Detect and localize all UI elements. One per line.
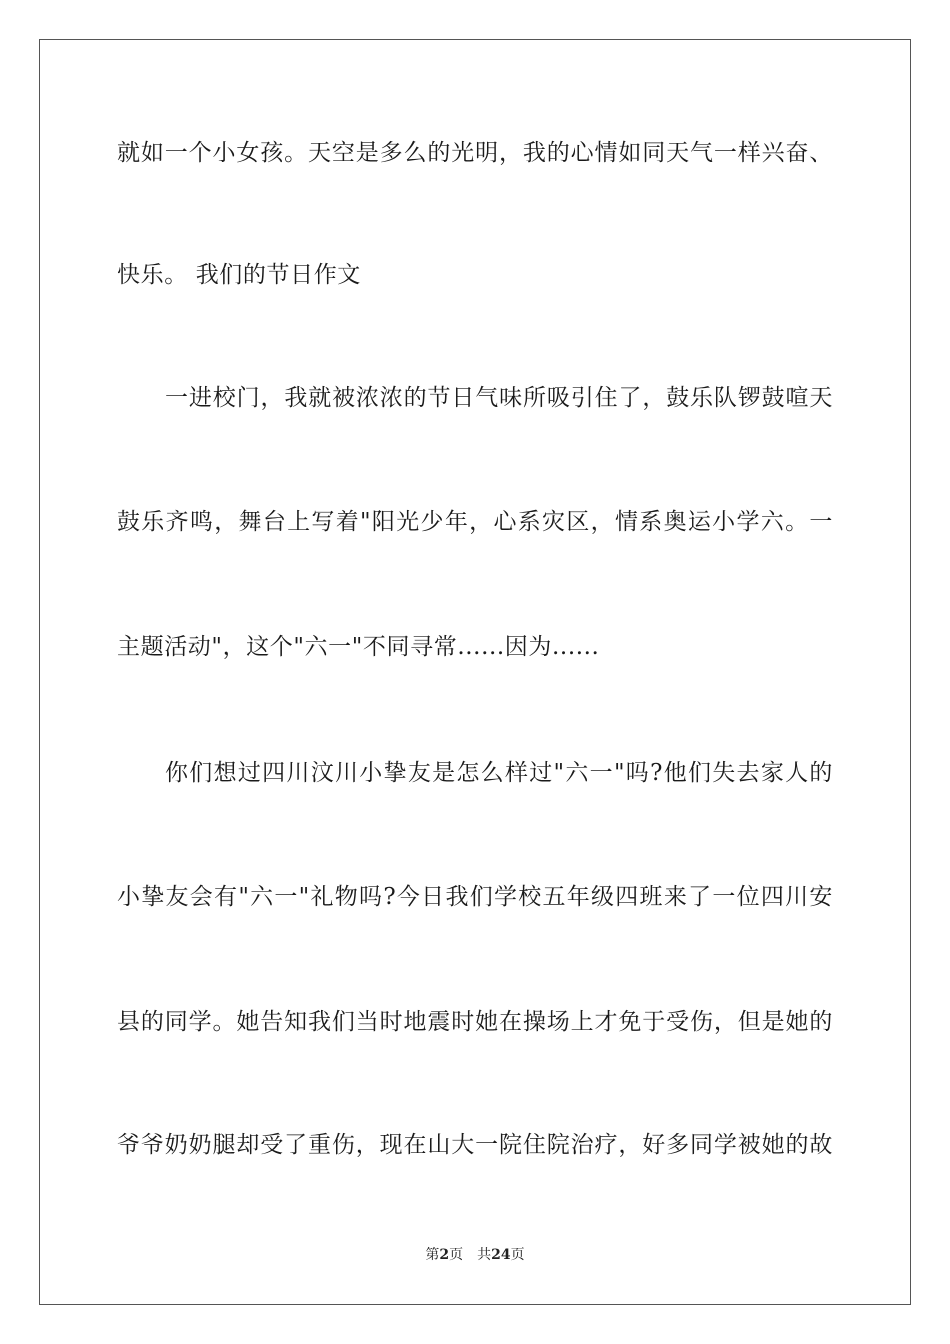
page-number-prefix: 第 [425, 1247, 440, 1263]
page-number-suffix: 页 [449, 1247, 464, 1263]
page-border [39, 39, 911, 1305]
total-pages-suffix: 页 [510, 1247, 525, 1263]
body-text-line: 小挚友会有"六一"礼物吗?今日我们学校五年级四班来了一位四川安 [117, 884, 833, 910]
total-pages-prefix: 共 [477, 1247, 492, 1263]
body-text-line: 鼓乐齐鸣，舞台上写着"阳光少年，心系灾区，情系奥运小学六。一 [117, 509, 833, 535]
page-number: 2 [439, 1247, 450, 1263]
body-text-line: 主题活动"，这个"六一"不同寻常......因为...... [117, 634, 600, 660]
page-footer [0, 1246, 950, 1264]
body-text-line: 爷爷奶奶腿却受了重伤，现在山大一院住院治疗，好多同学被她的故 [117, 1132, 833, 1158]
body-text-line: 就如一个小女孩。天空是多么的光明，我的心情如同天气一样兴奋、 [117, 140, 833, 166]
body-text-line: 一进校门，我就被浓浓的节日气味所吸引住了，鼓乐队锣鼓喧天 [165, 385, 833, 411]
body-text-line: 快乐。 我们的节日作文 [117, 262, 361, 288]
total-pages: 24 [491, 1247, 511, 1263]
body-text-line: 你们想过四川汶川小挚友是怎么样过"六一"吗?他们失去家人的 [165, 760, 833, 786]
body-text-line: 县的同学。她告知我们当时地震时她在操场上才免于受伤，但是她的 [117, 1009, 833, 1035]
